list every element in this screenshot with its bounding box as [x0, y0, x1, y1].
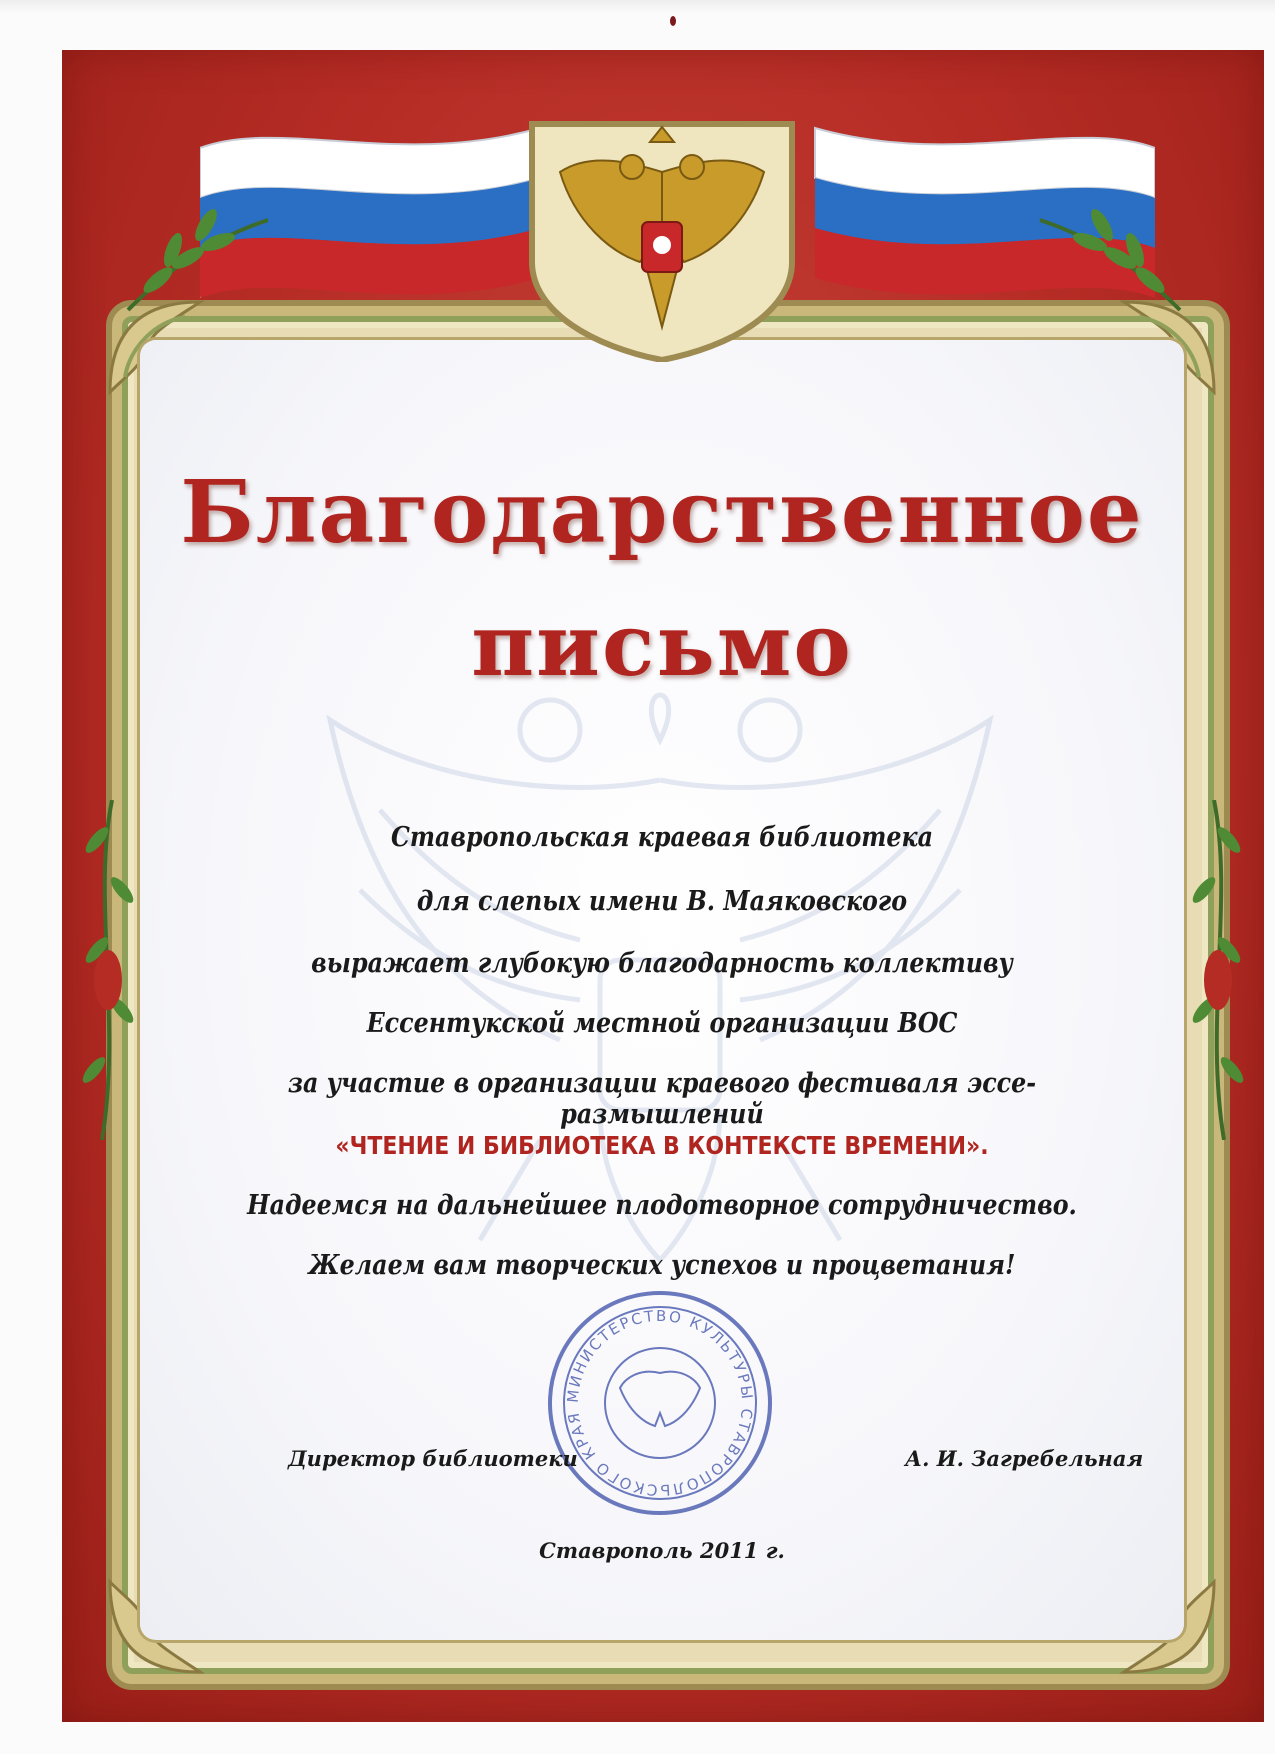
laurel-branch-icon — [72, 800, 142, 1140]
signature-position: Директор библиотеки — [288, 1446, 578, 1471]
title-line-1: Благодарственное — [180, 462, 1144, 563]
laurel-branch-icon — [1030, 180, 1190, 320]
body-line: Надеемся на дальнейшее плодотворное сотрудничество. — [247, 1190, 1077, 1221]
signature-name: А. И. Загребельная — [905, 1446, 1144, 1471]
body-line: Ессентукской местной организации ВОС — [366, 1008, 958, 1039]
body-line: Ставропольская краевая библиотека — [390, 822, 934, 853]
scan-speck — [670, 16, 676, 26]
festival-name: «ЧТЕНИЕ И БИБЛИОТЕКА В КОНТЕКСТЕ ВРЕМЕНИ». — [335, 1131, 989, 1160]
body-line: за участие в организации краевого фестиваля эссе-размышлений — [287, 1068, 1037, 1130]
body-line: для слепых имени В. Маяковского — [416, 886, 908, 917]
official-seal-icon — [545, 1288, 775, 1518]
seal-text: МИНИСТЕРСТВО КУЛЬТУРЫ СТАВРОПОЛЬСКОГО КРАЯ — [563, 1306, 757, 1500]
body-line: выражает глубокую благодарность коллективу — [311, 948, 1013, 979]
laurel-branch-icon — [118, 180, 278, 320]
title-line-2: письмо — [471, 595, 853, 696]
coat-of-arms-icon — [520, 112, 804, 362]
laurel-branch-icon — [1184, 800, 1254, 1140]
body-line: Желаем вам творческих успехов и процветания! — [308, 1250, 1016, 1281]
place-date: Ставрополь 2011 г. — [539, 1538, 785, 1563]
sheet-top-edge — [0, 0, 1275, 14]
